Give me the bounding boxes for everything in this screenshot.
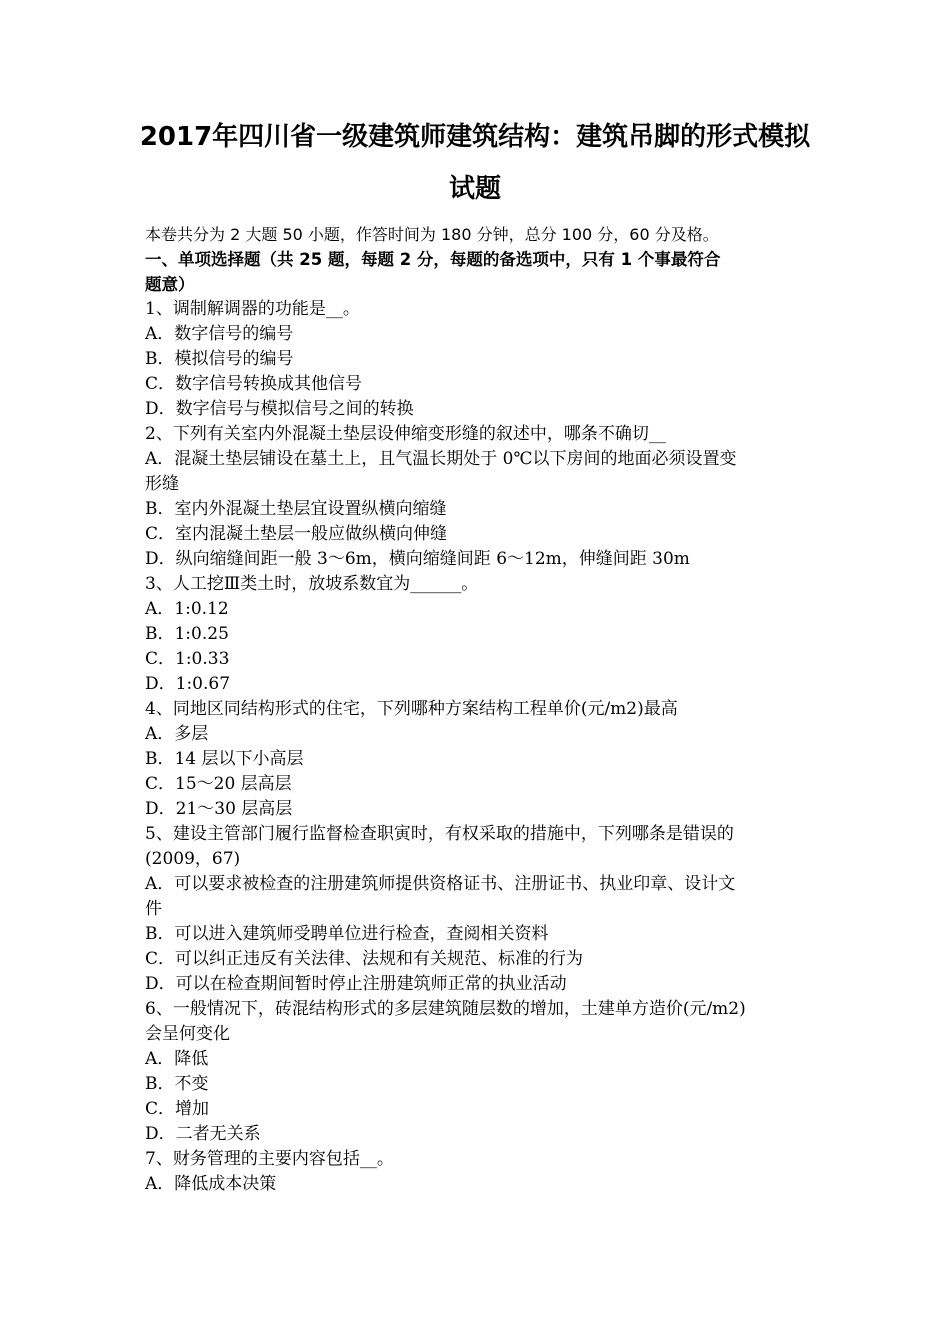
- option-line: C．增加: [145, 1099, 210, 1119]
- option-line: A．降低: [145, 1049, 209, 1069]
- option-line: A．多层: [145, 724, 209, 744]
- option-line: C．1:0.33: [145, 649, 230, 669]
- question-2: 2、下列有关室内外混凝土垫层设伸缩变形缝的叙述中，哪条不确切__: [145, 424, 666, 444]
- option-line: D．二者无关系: [145, 1124, 261, 1144]
- question-6-continued: 会呈何变化: [145, 1024, 230, 1044]
- option-line: B．14 层以下小高层: [145, 749, 304, 769]
- option-line: A．可以要求被检查的注册建筑师提供资格证书、注册证书、执业印章、设计文: [145, 874, 736, 894]
- option-line: D．纵向缩缝间距一般 3～6m，横向缩缝间距 6～12m，伸缝间距 30m: [145, 549, 690, 569]
- question-1: 1、调制解调器的功能是__。: [145, 299, 360, 319]
- option-line: D．21～30 层高层: [145, 799, 293, 819]
- option-line-continued: 形缝: [145, 474, 179, 494]
- question-5: 5、建设主管部门履行监督检查职寅时，有权采取的措施中，下列哪条是错误的: [145, 824, 734, 844]
- question-3: 3、人工挖Ⅲ类土时，放坡系数宜为______。: [145, 574, 479, 594]
- option-line: A．1:0.12: [145, 599, 229, 619]
- question-6: 6、一般情况下，砖混结构形式的多层建筑随层数的增加，土建单方造价(元/m2): [145, 999, 746, 1019]
- option-line: A．数字信号的编号: [145, 324, 294, 344]
- question-7: 7、财务管理的主要内容包括__。: [145, 1149, 394, 1169]
- option-line: C．室内混凝土垫层一般应做纵横向伸缝: [145, 524, 448, 544]
- option-line: A．降低成本决策: [145, 1174, 277, 1194]
- document-title: 2017年四川省一级建筑师建筑结构：建筑吊脚的形式模拟: [139, 122, 811, 152]
- option-line: C．15～20 层高层: [145, 774, 292, 794]
- option-line: C．数字信号转换成其他信号: [145, 374, 363, 394]
- option-line: B．1:0.25: [145, 624, 229, 644]
- option-line: D．可以在检查期间暂时停止注册建筑师正常的执业活动: [145, 974, 567, 994]
- section-heading: 一、单项选择题（共 25 题，每题 2 分，每题的备选项中，只有 1 个事最符合: [145, 250, 721, 269]
- option-line: D．数字信号与模拟信号之间的转换: [145, 399, 414, 419]
- question-5-continued: (2009，67): [145, 849, 241, 869]
- document-body: [145, 222, 810, 1197]
- option-line: B．模拟信号的编号: [145, 349, 294, 369]
- option-line: C．可以纠正违反有关法律、法规和有关规范、标准的行为: [145, 949, 584, 969]
- exam-instructions: 本卷共分为 2 大题 50 小题，作答时间为 180 分钟，总分 100 分，60 分及格。: [145, 225, 719, 244]
- option-line: B．不变: [145, 1074, 209, 1094]
- option-line: B．室内外混凝土垫层宜设置纵横向缩缝: [145, 499, 447, 519]
- option-line-continued: 件: [145, 899, 162, 919]
- option-line: A．混凝土垫层铺设在墓土上，且气温长期处于 0℃以下房间的地面必须设置变: [145, 449, 737, 469]
- section-heading-continued: 题意）: [145, 275, 195, 294]
- document-title-continued: 试题: [448, 174, 501, 204]
- option-line: B．可以进入建筑师受聘单位进行检查，查阅相关资料: [145, 924, 549, 944]
- option-line: D．1:0.67: [145, 674, 231, 694]
- question-4: 4、同地区同结构形式的住宅，下列哪种方案结构工程单价(元/m2)最高: [145, 699, 678, 719]
